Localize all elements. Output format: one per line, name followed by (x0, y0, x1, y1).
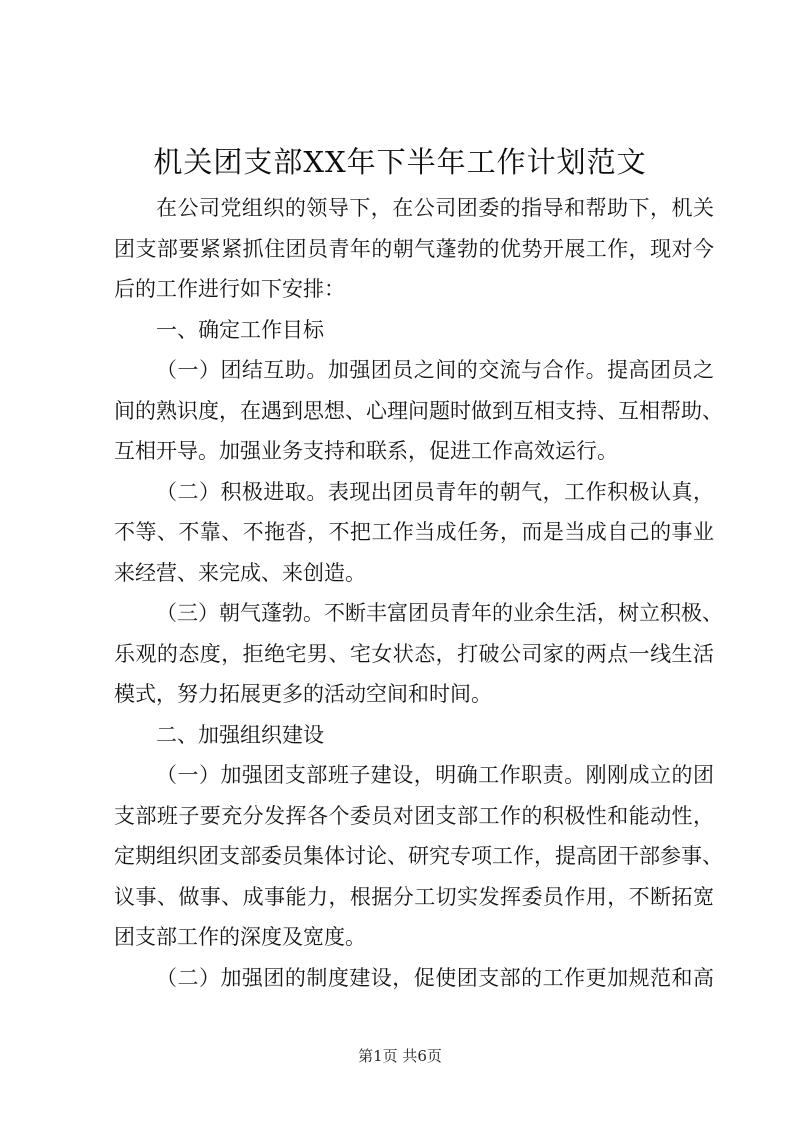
paragraph-line: 不等、不靠、不拖沓，不把工作当成任务，而是当成自己的事业 (114, 520, 714, 544)
paragraph-line: 后的工作进行如下安排： (114, 277, 345, 301)
paragraph-line: （二）加强团的制度建设，促使团支部的工作更加规范和高 (156, 965, 714, 990)
paragraph-line: 来经营、来完成、来创造。 (114, 560, 366, 585)
paragraph-line: 团支部工作的深度及宽度。 (114, 925, 366, 949)
paragraph-line: （一）加强团支部班子建设，明确工作职责。刚刚成立的团 (156, 763, 714, 787)
paragraph-line: 模式，努力拓展更多的活动空间和时间。 (114, 682, 492, 706)
paragraph-line: （二）积极进取。表现出团员青年的朝气，工作积极认真， (156, 479, 714, 504)
paragraph-line: 定期组织团支部委员集体讨论、研究专项工作，提高团干部参事、 (114, 844, 723, 868)
paragraph-line: 议事、做事、成事能力，根据分工切实发挥委员作用，不断拓宽 (114, 884, 714, 909)
paragraph-line: 互相开导。加强业务支持和联系，促进工作高效运行。 (114, 439, 618, 463)
paragraph-line: （三）朝气蓬勃。不断丰富团员青年的业余生活，树立积极、 (156, 601, 723, 625)
section-heading: 一、确定工作目标 (156, 317, 324, 342)
document-title: 机关团支部XX年下半年工作计划范文 (153, 145, 647, 179)
paragraph-line: 乐观的态度，拒绝宅男、宅女状态，打破公司家的两点一线生活 (114, 641, 714, 666)
document-body (114, 188, 723, 998)
paragraph-line: 间的熟识度，在遇到思想、心理问题时做到互相支持、互相帮助、 (114, 398, 723, 423)
paragraph-line: 在公司党组织的领导下，在公司团委的指导和帮助下，机关 (156, 196, 714, 220)
paragraph-line: 团支部要紧紧抓住团员青年的朝气蓬勃的优势开展工作，现对今 (114, 236, 714, 261)
page-number-footer: 第1页 共6页 (358, 1047, 442, 1065)
section-heading: 二、加强组织建设 (156, 722, 324, 747)
paragraph-line: 支部班子要充分发挥各个委员对团支部工作的积极性和能动性， (114, 803, 714, 828)
paragraph-line: （一）团结互助。加强团员之间的交流与合作。提高团员之 (156, 358, 714, 382)
